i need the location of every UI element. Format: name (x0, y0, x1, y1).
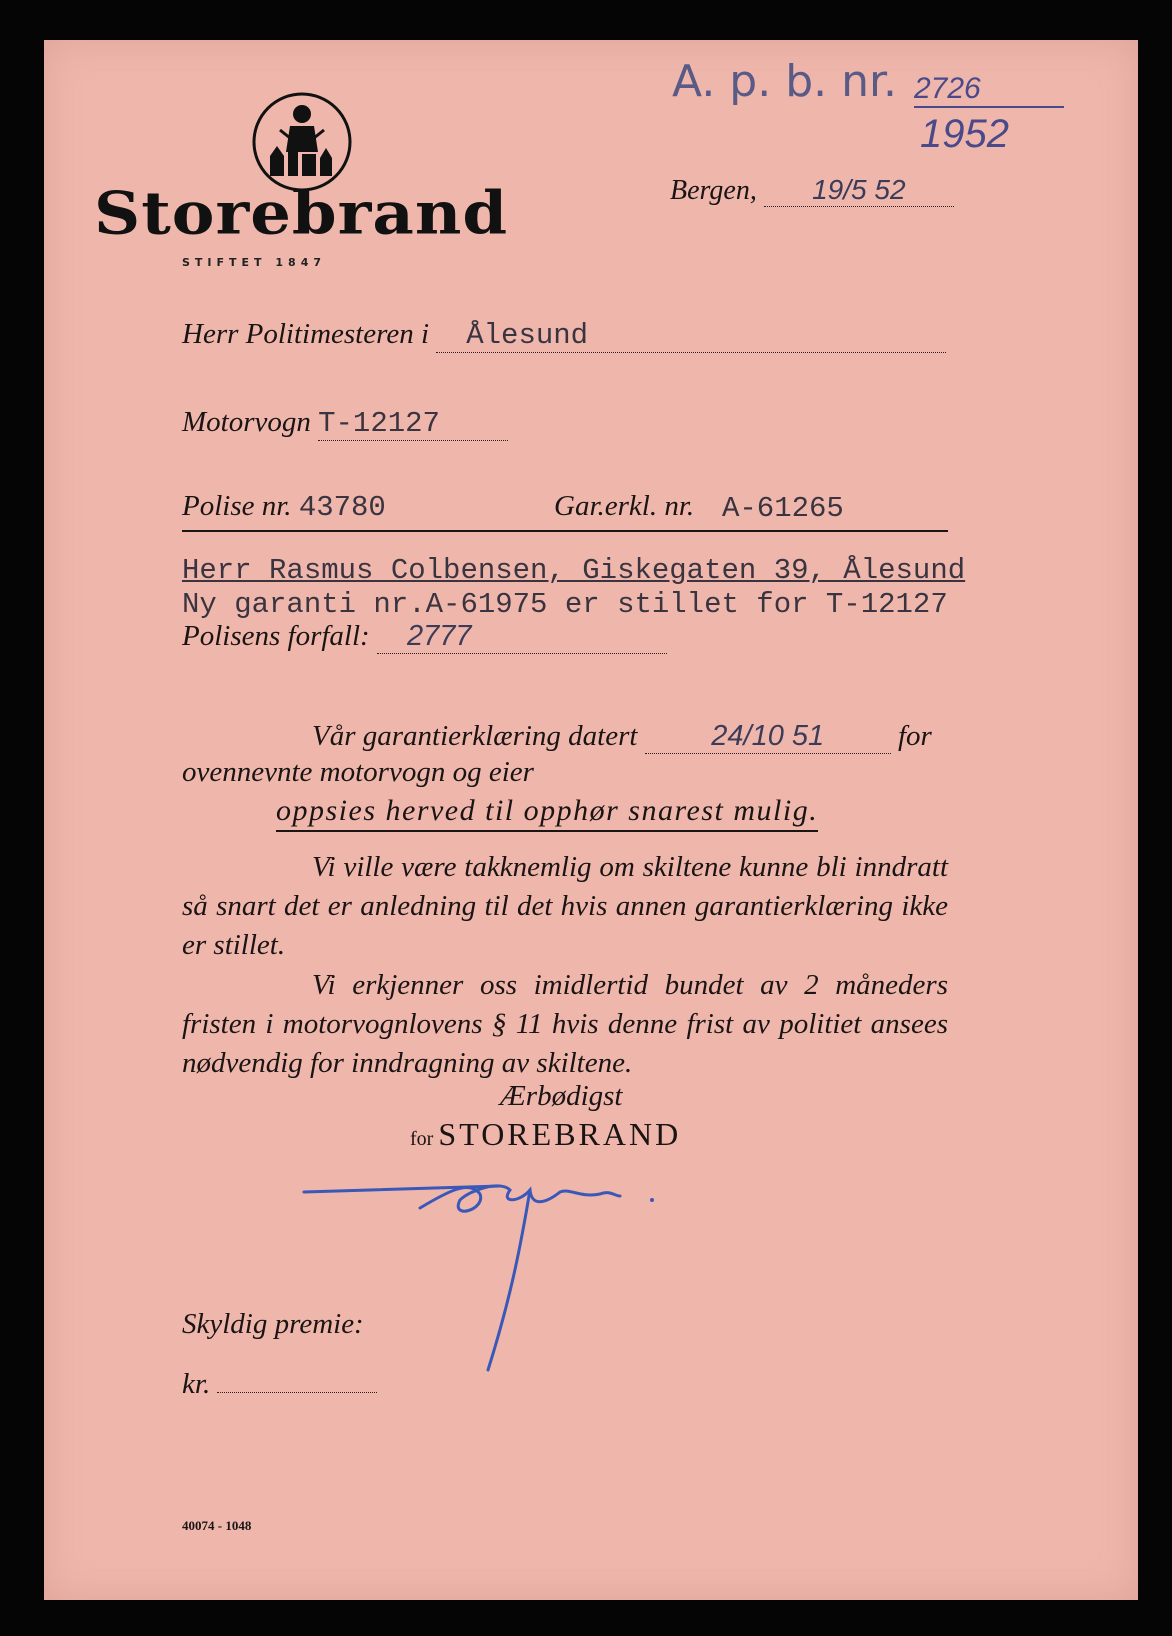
company-logo (94, 90, 509, 269)
company-logo-text: Storebrand (94, 179, 509, 248)
notice-line-1 (312, 720, 948, 754)
recipient-label: Herr Politimesteren i (182, 318, 429, 350)
stamp-prefix: A. p. b. nr. (672, 56, 898, 107)
due-line (182, 620, 667, 654)
stamp-year: 1952 (920, 112, 1009, 156)
notice-date: 24/10 51 (645, 720, 891, 754)
vehicle-line (182, 406, 508, 441)
dateline-label: Bergen, (670, 175, 757, 206)
stamp-number: 2726 (914, 72, 1064, 108)
guarantee-value: A-61265 (722, 492, 844, 525)
handwritten-signature (300, 1160, 680, 1400)
closing-salutation: Ærbødigst (500, 1080, 623, 1112)
notice-start: Vår garantierklæring datert (312, 720, 638, 752)
registration-stamp (672, 56, 897, 107)
letter-paper (44, 40, 1138, 1600)
paragraph-request: Vi ville være takknemlig om skiltene kunne bli inndratt så snart det er anledning til det hvis annen garantierklæring ikke er stillet. (182, 851, 948, 961)
policy-line (182, 490, 948, 532)
policy-value: 43780 (298, 491, 386, 524)
typed-address-line: Herr Rasmus Colbensen, Giskegaten 39, Ålesund (182, 554, 966, 587)
due-label: Polisens forfall: (182, 620, 370, 652)
typed-guarantee-line: Ny garanti nr.A-61975 er stillet for T-12127 (182, 588, 948, 621)
paragraph-acknowledgement: Vi erkjenner oss imidlertid bundet av 2 måneders fristen i motorvognlovens § 11 hvis denne frist av politiet ansees nødvendig for inndragning av skiltene. (182, 969, 948, 1079)
policy-label: Polise nr. (182, 490, 292, 522)
closing-company (410, 1116, 681, 1153)
premium-kr-label: kr. (182, 1368, 211, 1400)
closing-for: for (410, 1128, 434, 1150)
premium-label: Skyldig premie: (182, 1308, 364, 1340)
dateline (670, 174, 954, 207)
due-value: 2777 (377, 620, 667, 654)
dateline-value: 19/5 52 (764, 174, 954, 207)
premium-kr-line (182, 1366, 377, 1401)
vehicle-value: T-12127 (318, 407, 508, 441)
guarantee-label: Gar.erkl. nr. (554, 490, 695, 522)
recipient-value: Ålesund (436, 319, 946, 353)
vehicle-label: Motorvogn (182, 406, 311, 438)
notice-line-2: ovennevnte motorvogn og eier (182, 756, 534, 788)
notice-emphasis: oppsies herved til opphør snarest mulig. (276, 794, 818, 832)
founded-text: STIFTET 1847 (182, 256, 326, 269)
premium-amount-field (217, 1366, 377, 1393)
notice-end: for (897, 720, 932, 752)
form-number: 40074 - 1048 (182, 1518, 252, 1533)
closing-company-name: STOREBRAND (438, 1116, 682, 1152)
recipient-line (182, 318, 948, 353)
